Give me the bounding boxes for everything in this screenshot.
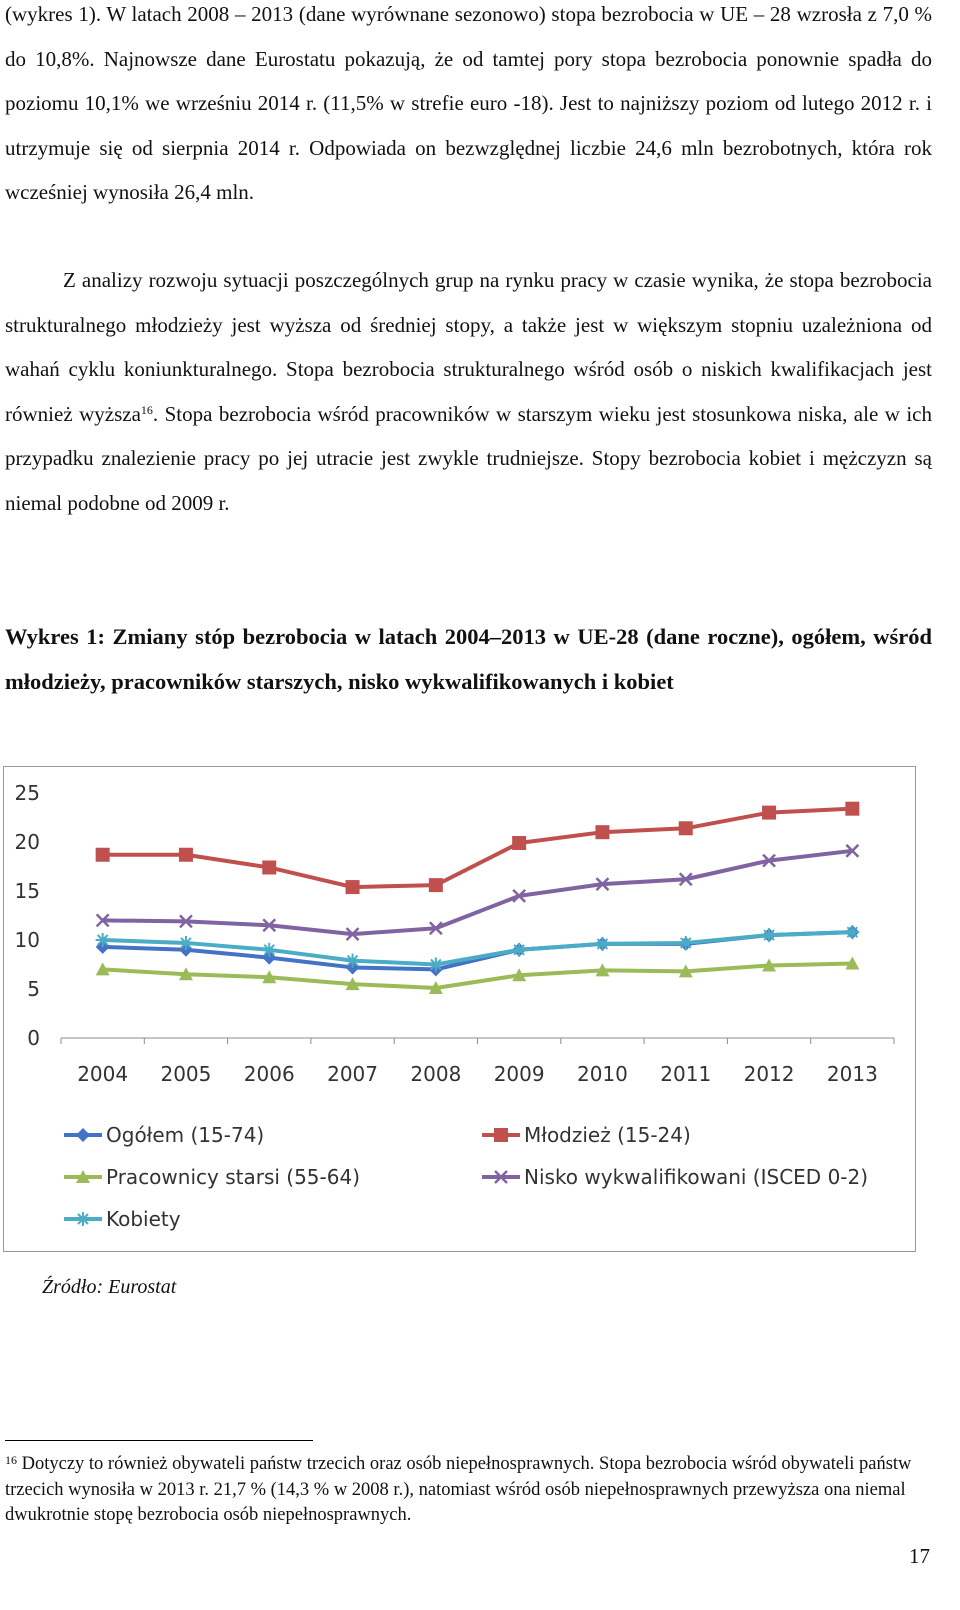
y-tick-label: 20 — [14, 830, 40, 854]
series-line-2 — [103, 964, 853, 989]
paragraph-intro: (wykres 1). W latach 2008 – 2013 (dane wyrównane sezonowo) stopa bezrobocia w UE – 28 wzrosła z 7,0 % do 10,8%. Najnowsze dane Eurostatu pokazują, że od tamtej pory stopa bezrobocia ponownie spadła do poziomu 10,1% we wrześniu 2014 r. (11,5% w strefie euro -18). Jest to najniższy poziom od lutego 2012 r. i utrzymuje się od sierpnia 2014 r. Odpowiada on bezwzględnej liczbie 24,6 mln bezrobotnych, która rok wcześniej wynosiła 26,4 mln. — [5, 2, 932, 205]
x-tick-label: 2009 — [493, 1062, 545, 1086]
data-point — [346, 954, 360, 968]
x-tick-label: 2005 — [160, 1062, 212, 1086]
footnote-text: Dotyczy to również obywateli państw trzecich oraz osób niepełnosprawnych. Stopa bezrobocia wśród obywateli państw trzecich wynosiła w 2013 r. 21,7 % (14,3 % w 2008 r.), natomiast wśród osób niepełnosprawnych przewyższa ona niemal dwukrotnie stopę bezrobocia osób niepełnosprawnych. — [5, 1454, 912, 1525]
x-tick-label: 2008 — [410, 1062, 462, 1086]
data-point — [96, 848, 110, 862]
y-tick-label: 10 — [14, 928, 40, 952]
page-number: 17 — [909, 1544, 930, 1568]
data-point — [262, 943, 276, 957]
legend-marker — [76, 1128, 90, 1142]
x-tick-label: 2011 — [660, 1062, 712, 1086]
data-point — [262, 860, 276, 874]
figure-title: Wykres 1: Zmiany stóp bezrobocia w latach 2004–2013 w UE-28 (dane roczne), ogółem, wśród młodzieży, pracowników starszych, nisko wykwalifikowanych i kobiet — [5, 624, 932, 694]
y-tick-label: 5 — [27, 977, 40, 1001]
figure-source: Źródło: Eurostat — [42, 1276, 177, 1298]
legend-label: Młodzież (15-24) — [524, 1123, 691, 1147]
y-tick-label: 25 — [14, 781, 40, 805]
paragraph-analysis-part1: Z analizy rozwoju sytuacji poszczególnych grup na rynku pracy w czasie wynika, że stopa bezrobocia strukturalnego młodzieży jest wyższa od średniej stopy, a także jest w większym stopniu uzależniona od wahań cyklu koniunkturalnego. Stopa bezrobocia strukturalnego wśród osób o niskich kwalifikacjach jest również wyższa — [5, 268, 932, 426]
data-point — [429, 878, 443, 892]
data-point — [845, 802, 859, 816]
y-tick-label: 15 — [14, 879, 40, 903]
y-tick-label: 0 — [27, 1026, 40, 1050]
legend-label: Nisko wykwalifikowani (ISCED 0-2) — [524, 1165, 869, 1189]
data-point — [679, 936, 693, 950]
data-point — [512, 836, 526, 850]
footnote-divider — [5, 1440, 313, 1441]
data-point — [845, 925, 859, 939]
x-tick-label: 2006 — [243, 1062, 295, 1086]
data-point — [762, 806, 776, 820]
legend-label: Ogółem (15-74) — [106, 1123, 265, 1147]
data-point — [346, 880, 360, 894]
paragraph-analysis-part2: . Stopa bezrobocia wśród pracowników w starszym wieku jest stosunkowa niska, ale w ich przypadku znalezienie pracy po jej utracie jest zwykle trudniejsze. Stopy bezrobocia kobiet i mężczyzn są niemal podobne od 2009 r. — [5, 401, 933, 515]
legend-marker — [494, 1128, 508, 1142]
data-point — [512, 943, 526, 957]
data-point — [595, 937, 609, 951]
paragraph-analysis — [5, 258, 932, 526]
line-chart — [4, 767, 915, 1251]
x-tick-label: 2004 — [77, 1062, 129, 1086]
legend-label: Kobiety — [106, 1207, 181, 1231]
data-point — [179, 936, 193, 950]
footnote-reference[interactable]: 16 — [140, 402, 153, 417]
data-point — [762, 928, 776, 942]
series-line-1 — [103, 809, 853, 887]
data-point — [179, 848, 193, 862]
legend-label: Pracownicy starsi (55-64) — [106, 1165, 360, 1189]
footnote — [5, 1452, 932, 1529]
x-tick-label: 2010 — [576, 1062, 628, 1086]
data-point — [595, 825, 609, 839]
legend-marker — [76, 1212, 90, 1226]
data-point — [96, 933, 110, 947]
chart-container — [3, 766, 916, 1252]
data-point — [429, 958, 443, 972]
x-tick-label: 2013 — [826, 1062, 878, 1086]
x-tick-label: 2007 — [327, 1062, 379, 1086]
footnote-number: 16 — [5, 1453, 17, 1467]
x-tick-label: 2012 — [743, 1062, 795, 1086]
data-point — [679, 821, 693, 835]
